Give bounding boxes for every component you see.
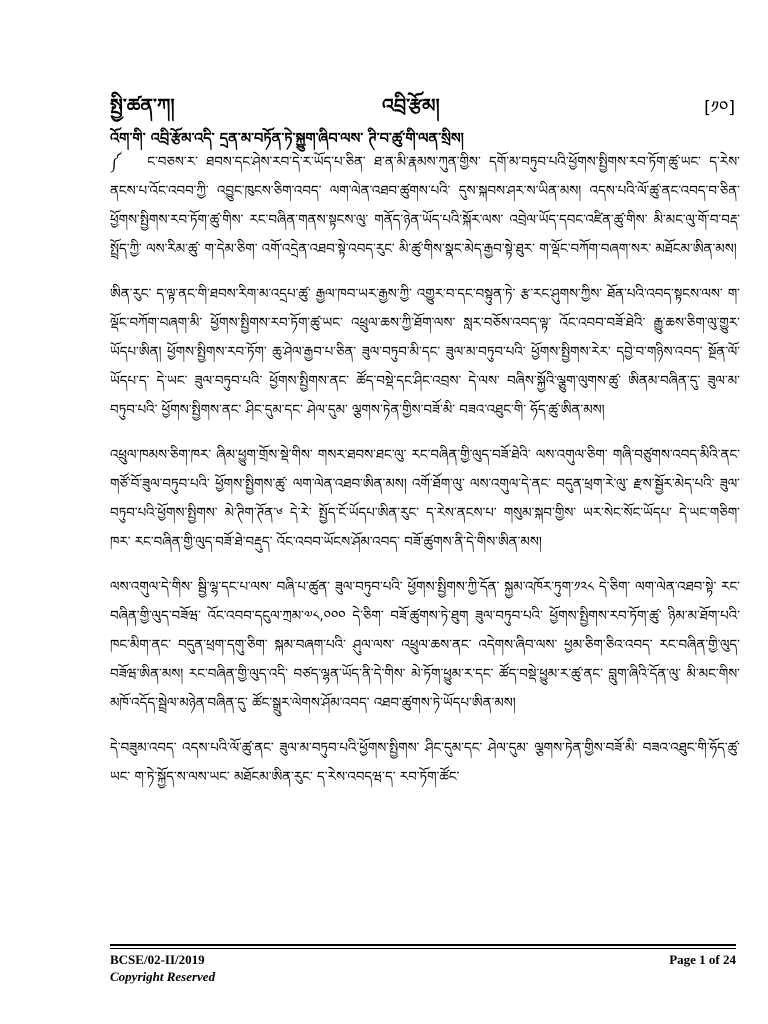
passage — [110, 148, 740, 808]
paragraph-marker: ༼ — [110, 154, 122, 170]
paragraph-text: འཕྲུལ་ཁམས་ཅིག་ཁར་ ཞིམ་ཕྱུག་གྲོས་སྡེ་གིས་ གསར་ཐབས་ཐང་ལུ་ རང་བཞིན་གྱི་ལུད་བཟོ་ཐེའི་ ལས་འགུལ་ཅིག་ གཞི་བཙུགས་འབད་མིའི་ནང་ གཙོ་བོ་ཟུལ་བཏུབ་པའི་ ཕྱོགས་སྤྱིགས་ཚུ་ ལག་ལེན་འཐབ་ཨིན་མས། འགོ་ཐོག་ལུ་ ལས་འགུལ་དེ་ནང་ བདུན་ཕྲག་རེ་ལུ་ རྫས་སྦྱོར་མེད་པའི་ ཟུལ་བཏུབ་པའི་ཕྱོགས་སྤྱིགས་ མེ་ཊིག་ཊོན་༦ དེ་རེ་ སྤྱོད་ངོ་ཡོདཔ་ཨིན་རུང་ ད་རེས་ནངས་པ་ གསུམ་སྐབ་གྱིས་ ཡར་སེང་སོང་ཡོདཔ་ དེ་ཡང་གཅིག་ཁར་ རང་བཞིན་གྱི་ལུད་བཟོ་ཐེ་བརྡུད་ འོང་འབབ་ཡོངས་ཤོམ་འབད་ བཟོ་ཚུགས་ནི་དེ་གིས་ཨིན་མས། — [110, 448, 740, 550]
question-instruction: འོག་གི་ འབྲི་རྩོམ་འདི་ དྲན་མ་བཏོན་ཏེ་སྐྱུག་ཞིབ་ལས་ ཊི་བ་ཚུ་གི་ལན་སྲིས། — [110, 131, 464, 147]
marks-label: [༡༠] — [704, 98, 735, 118]
page-number: Page 1 of 24 — [669, 952, 736, 967]
exam-code: BCSE/02-II/2019 — [110, 952, 205, 967]
page-title: འབྲི་རྩོམ། — [382, 95, 440, 117]
paragraph-text: ལས་འགུལ་དེ་གིས་ སྦྱི་ལྷ་དང་པ་ལས་ བཞི་པ་ཚུན་ ཟུལ་བཏུབ་པའི་ ཕྱོགས་སྤྱིགས་ཀྱི་དོན་ སྐྱམ་འཁོར་ཏུག་༡༢༨ དེ་ཅིག་ ལག་ལེན་འཐབ་སྟེ་ རང་བཞིན་གྱི་ལུད་བཟོཝ་ འོང་འབབ་དངུལ་ཀྲམ་༧༨,༠༠༠ དེ་ཅིག་ བཟོ་ཚུགས་ཏེ་ཐུག ཟུལ་བཏུབ་པའི་ ཕྱོགས་སྤྱིགས་རབ་ཏོག་ཚུ་ ཉིམ་མ་ཐོག་པའི་ཁང་མིག་ནང་ བདུན་ཕྲག་དགུ་ཅིག་ སྐམ་བཞག་པའི་ ཤུལ་ལས་ འཕྲུལ་ཆས་ནང་ འདེགས་ཞིབ་ལས་ ཕྱམ་ཅིག་ཅིའ་འབད་ རང་བཞིན་གྱི་ལུད་ བཟོཝ་ཨིན་མས། རང་བཞིན་གྱི་ལུད་འདི་ བཙད་ལྷན་ཡོད་ནི་དེ་གིས་ མེ་ཏོག་ཕྱུམ་ར་དང་ ཚོད་བསྡེ་ཕྱུམ་ར་ཚུ་ནང་ བླུག་ཞིའི་དོན་ལུ་ མི་མང་གིས་ མཁོ་འདོད་སྦྲེལ་མཉེན་བཞིན་དུ་ ཚོང་སྒྲུར་ལེགས་ཤོམ་འབད་ འཐབ་ཚུགས་ཏེ་ཡོདཔ་ཨིན་མས། — [110, 580, 740, 711]
footer-divider-thin — [110, 948, 736, 949]
paragraph-3 — [110, 441, 740, 557]
paragraph-text: དེ་བཟུམ་འབད་ འདས་པའི་ལོ་ཚུ་ནང་ ཟུལ་མ་བཏུབ་པའི་ཕྱོགས་སྤྱིགས་ ཤིང་དུམ་དང་ ཤེལ་དུམ་ ལྕགས་ཏེན་གྱིས་བཟོ་མི་ བཟའ་འཐུང་གི་ཧོད་ཚུ་ཡང་ ག་ཏེ་སྐྱོད་ས་ལས་ཡང་ མཐོངམ་ཨིན་རུང་ ད་རེས་འབདཝ་ད་ རབ་ཏོག་ཚོང་ — [110, 741, 740, 785]
paragraph-text: ང་བཅས་ར་ ཐབས་དང་ཤེས་རབ་དེ་ར་ཡོད་པ་ཅིན་ ཐ་ན་མི་རྣམས་ཀུན་གྱིས་ དགོ་མ་བཏུབ་པའི་ཕྱོགས་སྤྱིགས་རབ་ཏོག་ཚུ་ཡང་ ད་རེས་ནངས་པ་འོང་འབབ་ཀྱི་ འབྱུང་ཁུངས་ཅིག་འབད་ ལག་ལེན་འཐབ་ཚུགས་པའི་ དུས་སྐབས་ཤར་ས་ཡིན་མས། འདས་པའི་ལོ་ཚུ་ནང་འབད་བ་ཅིན་ ཕྱོགས་སྤྱིགས་རབ་ཏོག་ཚུ་གིས་ རང་བཞིན་གནས་སྟངས་ལུ་ གནོད་ཉེན་ཡོད་པའི་སྐོར་ལས་ འབྲེལ་ཡོད་དབང་འཛིན་ཚུ་གིས་ མི་མང་ལུ་གོ་བ་བརྡ་སྤྲོད་ཀྱི་ ལས་རིམ་ཚུ་ ག་དེམ་ཅིག་ འགོ་འདྲེན་འཐབ་སྟེ་འབད་རུང་ མི་ཚུ་གིས་སྣང་མེད་རྒྱབ་སྟེ་ཐུར་ ག་ལྡོང་བཀོག་བཞག་སར་ མཐོངམ་ཨིན་མས། — [110, 155, 740, 257]
paragraph-5 — [110, 734, 740, 792]
copyright-notice: Copyright Reserved — [110, 969, 216, 984]
footer-divider — [110, 944, 736, 946]
paragraph-text: ཨིན་རུང་ ད་ལྟ་ནང་གི་ཐབས་རིག་མ་འདྲཔ་ཚུ་ རྒྱལ་ཁབ་ཡར་རྒྱས་ཀྱི་ འགྱུར་བ་དང་བསྟུན་ཏེ་ རྩ་རང་ཤུགས་ཀྱིས་ ཐོན་པའི་འབད་སྟངས་ལས་ ག་ལྡོང་བཀོག་བཞག་མི་ ཕྱོགས་སྤྱིགས་རབ་ཏོག་ཚུ་ཡང་ འཕྲུལ་ཆས་ཀྱི་ཐོག་ལས་ སླར་བཅོས་འབད་ལྟ་ འོང་འབབ་བཟོ་ཐེའི་ རྒྱུ་ཆས་ཅིག་ལུ་གྱུར་ཡོདཔ་ཨིན། ཕྱོགས་སྤྱིགས་རབ་ཏོག་ ཆུ་ཤེལ་རྒྱབ་པ་ཅིན་ ཟུལ་བཏུབ་མི་དང་ ཟུལ་མ་བཏུབ་པའི་ ཕྱོགས་སྤྱིགས་རེར་ དབྱེ་བ་གཉིས་འབད་ སྔོན་ལོ་ཡོདཔ་ད་ དེ་ཡང་ ཟུལ་བཏུབ་པའི་ ཕྱོགས་སྤྱིགས་ནང་ ཚོད་བསྡེ་དང་ཤིང་འབྲས་ དེ་ལས་ བཞིས་སྐྱོའི་ལྕུག་ལུགས་ཚུ་ ཨིནམ་བཞིན་དུ་ ཟུལ་མ་བཏུབ་པའི་ ཕྱོགས་སྤྱིགས་ནང་ ཤིང་དུམ་དང་ ཤེལ་དུམ་ ལྕགས་ཏེན་གྱིས་བཟོ་མི་ བཟའ་འཐུང་གི་ ཧོད་ཚུ་ཨིན་མས། — [110, 287, 740, 418]
paragraph-1 — [110, 148, 740, 264]
subject-label: སྤྱི་ཚན་ཀ། — [110, 95, 175, 117]
paragraph-2 — [110, 280, 740, 425]
paragraph-4 — [110, 573, 740, 718]
page-header — [110, 84, 735, 118]
